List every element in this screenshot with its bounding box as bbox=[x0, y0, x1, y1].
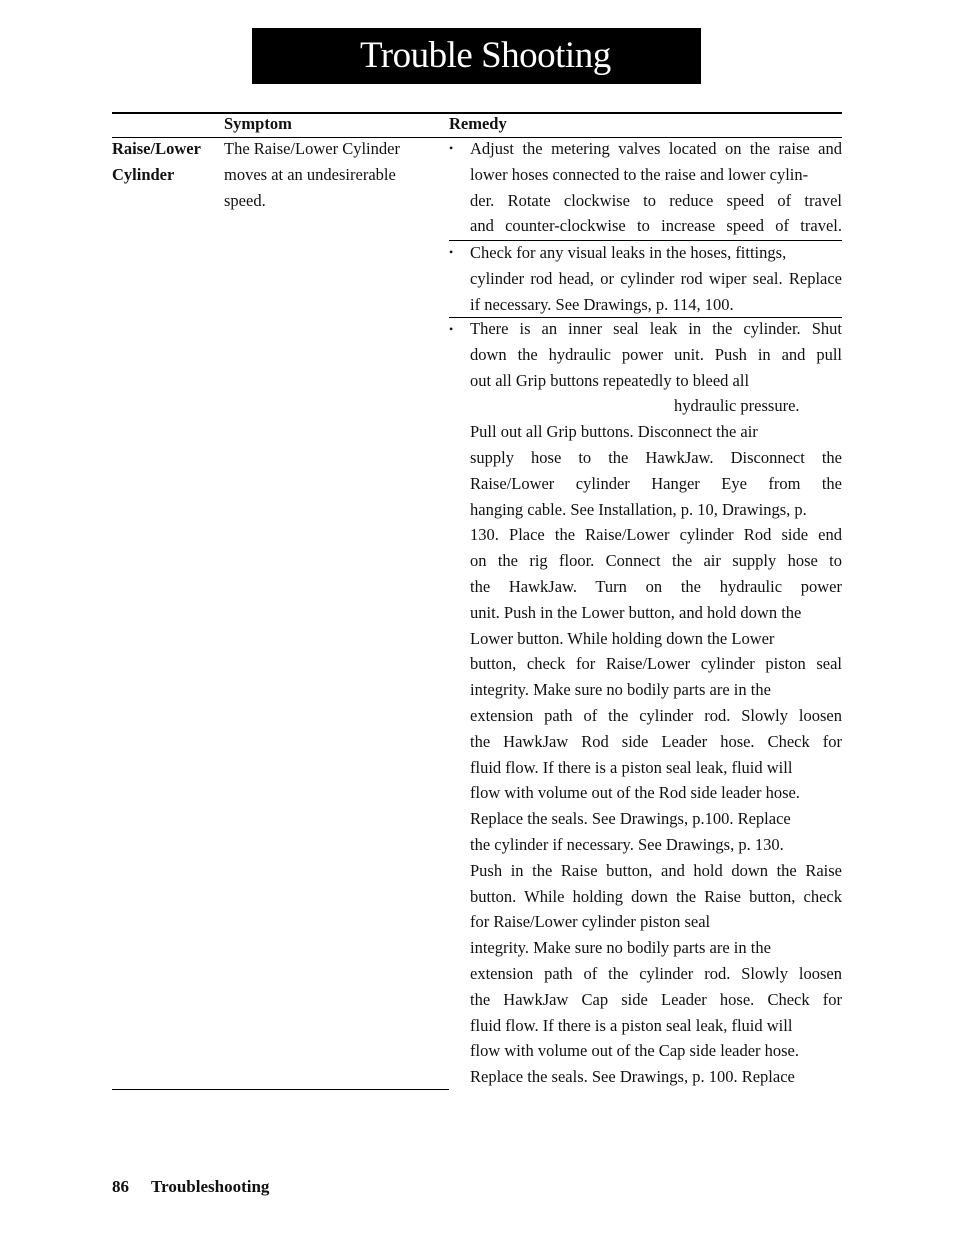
remedy-line: There is an inner seal leak in the cylinder. Shut bbox=[470, 319, 842, 338]
remedy-item-2 bbox=[470, 240, 842, 317]
remedy-line: for Raise/Lower cylinder piston seal bbox=[470, 912, 711, 932]
remedy-line: integrity. Make sure no bodily parts are in the bbox=[470, 938, 771, 958]
remedy-line: down the hydraulic power unit. Push in and pull bbox=[470, 344, 842, 364]
category-line: Cylinder bbox=[112, 165, 175, 184]
remedy-line: flow with volume out of the Rod side leader hose. bbox=[470, 783, 800, 803]
remedy-line: Adjust the metering valves located on the raise and bbox=[470, 139, 842, 158]
footer-section: Troubleshooting bbox=[151, 1177, 270, 1196]
symptom-line: The Raise/Lower Cylinder bbox=[224, 139, 400, 158]
remedy-line: out all Grip buttons repeatedly to bleed all bbox=[470, 370, 750, 390]
symptom-line: moves at an undesirerable bbox=[224, 165, 396, 184]
remedy-line: flow with volume out of the Cap side leader hose. bbox=[470, 1041, 800, 1061]
remedy-line: fluid flow. If there is a piston seal leak, fluid will bbox=[470, 757, 793, 777]
remedy-line: Push in the Raise button, and hold down the Raise bbox=[470, 860, 842, 880]
remedy-line: der. Rotate clockwise to reduce speed of travel bbox=[470, 190, 842, 210]
page-number: 86 bbox=[112, 1177, 129, 1196]
remedy-line: if necessary. See Drawings, p. 114, 100. bbox=[470, 294, 734, 314]
remedy-line: the cylinder if necessary. See Drawings, p. 130. bbox=[470, 834, 784, 854]
remedy-line: button. While holding down the Raise button, check bbox=[470, 886, 842, 906]
remedy-line: extension path of the cylinder rod. Slowly loosen bbox=[470, 705, 842, 725]
remedy-line: button, check for Raise/Lower cylinder piston seal bbox=[470, 654, 842, 674]
remedy-line: lower hoses connected to the raise and lower cylin- bbox=[470, 164, 809, 184]
page-title: Trouble Shooting bbox=[252, 28, 701, 84]
remedy-line: unit. Push in the Lower button, and hold down the bbox=[470, 602, 802, 622]
category-cell bbox=[112, 136, 222, 188]
remedy-item-1 bbox=[470, 136, 842, 239]
remedy-line: the HawkJaw. Turn on the hydraulic power bbox=[470, 576, 842, 596]
remedy-header: Remedy bbox=[449, 114, 507, 133]
remedy-line: 130. Place the Raise/Lower cylinder Rod side end bbox=[470, 525, 842, 545]
remedy-line: fluid flow. If there is a piston seal leak, fluid will bbox=[470, 1015, 793, 1035]
remedy-line: and counter-clockwise to increase speed of travel. bbox=[470, 216, 842, 236]
symptom-header: Symptom bbox=[224, 114, 292, 133]
category-line: Raise/Lower bbox=[112, 139, 201, 158]
remedy-item-3 bbox=[470, 316, 842, 1090]
page-footer bbox=[112, 1177, 269, 1197]
bullet-icon: • bbox=[449, 245, 454, 259]
bullet-icon: • bbox=[449, 141, 454, 155]
remedy-line: Replace the seals. See Drawings, p.100. Replace bbox=[470, 809, 791, 829]
remedy-line: extension path of the cylinder rod. Slowly loosen bbox=[470, 963, 842, 983]
remedy-line: supply hose to the HawkJaw. Disconnect the bbox=[470, 447, 842, 467]
remedy-line: the HawkJaw Rod side Leader hose. Check for bbox=[470, 731, 842, 751]
remedy-line: Raise/Lower cylinder Hanger Eye from the bbox=[470, 473, 842, 493]
bullet-icon: • bbox=[449, 322, 454, 336]
remedy-line: Lower button. While holding down the Lower bbox=[470, 628, 775, 648]
remedy-line: Replace the seals. See Drawings, p. 100. Replace bbox=[470, 1067, 795, 1087]
symptom-line: speed. bbox=[224, 191, 266, 210]
remedy-line: on the rig floor. Connect the air supply hose to bbox=[470, 551, 842, 571]
remedy-line: hanging cable. See Installation, p. 10, Drawings, p. bbox=[470, 499, 807, 519]
remedy-line: cylinder rod head, or cylinder rod wiper seal. Replace bbox=[470, 268, 842, 288]
remedy-line: hydraulic pressure. bbox=[674, 396, 800, 416]
symptom-cell bbox=[224, 136, 424, 214]
table-bottom-rule bbox=[112, 1089, 449, 1090]
remedy-line: integrity. Make sure no bodily parts are in the bbox=[470, 680, 771, 700]
remedy-line: Pull out all Grip buttons. Disconnect the air bbox=[470, 422, 758, 442]
remedy-line: the HawkJaw Cap side Leader hose. Check for bbox=[470, 989, 842, 1009]
remedy-line: Check for any visual leaks in the hoses, fittings, bbox=[470, 243, 787, 262]
